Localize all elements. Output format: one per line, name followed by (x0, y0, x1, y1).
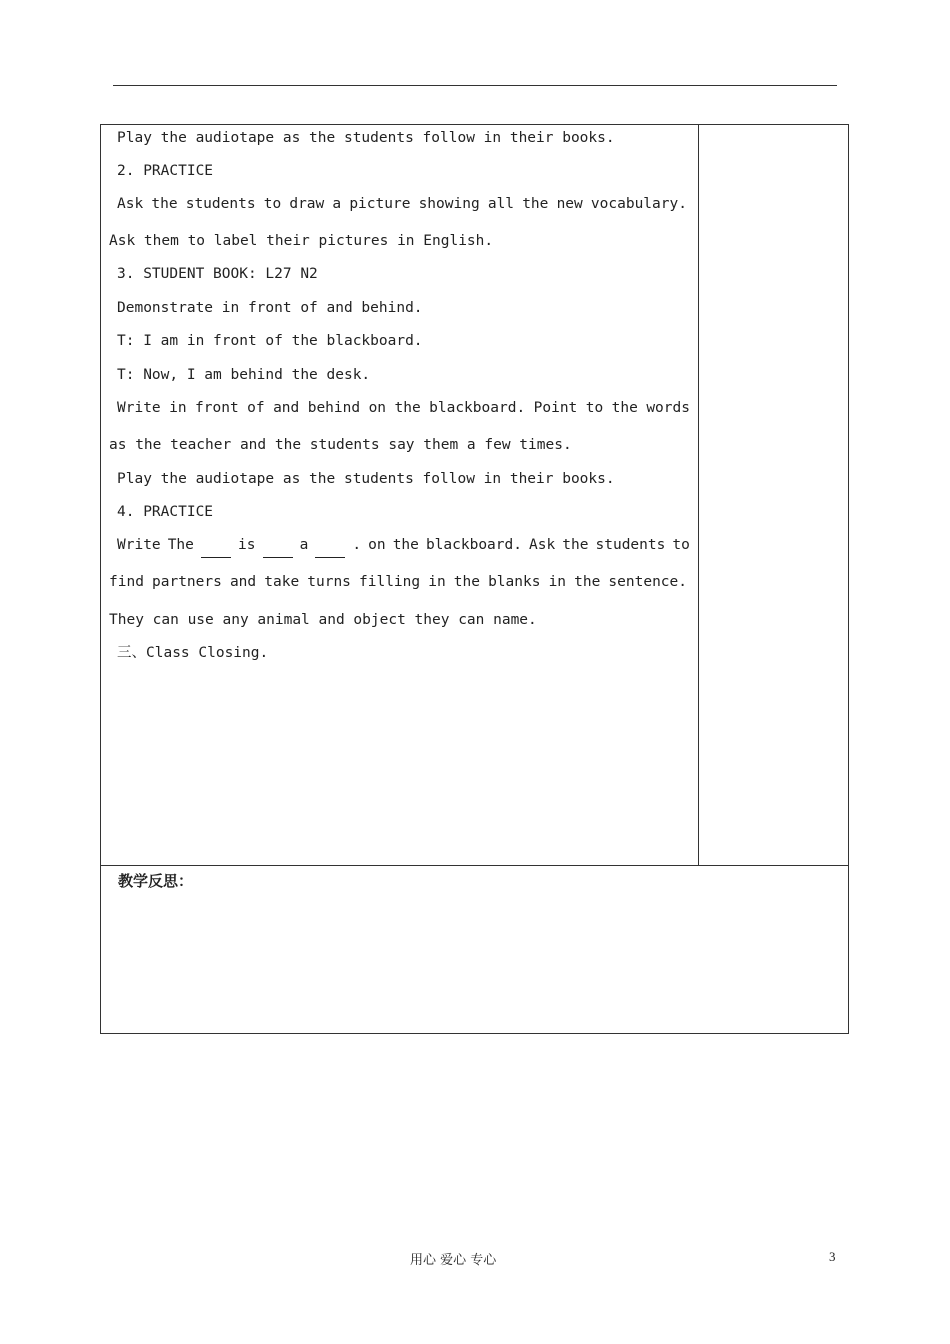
body-line-1: Play the audiotape as the students follow in their books. (117, 130, 615, 146)
page-number: 3 (829, 1249, 836, 1264)
body-line-6: Demonstrate in front of and behind. (117, 300, 423, 316)
body-line-11: Play the audiotape as the students follow in their books. (117, 471, 615, 487)
section-heading-student-book: 3. STUDENT BOOK: L27 N2 (117, 266, 318, 282)
body-line-7: T: I am in front of the blackboard. (117, 333, 423, 349)
fill-blank-2 (263, 535, 293, 555)
body-line-13: Write The is a . on the blackboard. Ask the students to (117, 537, 690, 553)
body-line-4: Ask them to label their pictures in English. (109, 233, 494, 249)
body-line-15: They can use any animal and object they can name. (109, 612, 537, 628)
section-heading-practice: 2. PRACTICE (117, 163, 214, 179)
header-rule (113, 85, 837, 86)
notes-column-divider (698, 124, 699, 866)
body-line-14: find partners and take turns filling in the blanks in the sentence. (109, 574, 687, 590)
section-heading-practice-4: 4. PRACTICE (117, 504, 214, 520)
body-line-9: Write in front of and behind on the blackboard. Point to the words (117, 400, 690, 416)
section-heading-class-closing: 三、Class Closing. (117, 645, 269, 661)
fill-blank-3 (315, 535, 345, 555)
reflection-row-divider (100, 865, 849, 866)
fill-blank-1 (201, 535, 231, 555)
body-line-10: as the teacher and the students say them a few times. (109, 437, 572, 453)
body-line-3: Ask the students to draw a picture showing all the new vocabulary. (117, 196, 687, 212)
teaching-reflection-label: 教学反思： (118, 872, 194, 890)
footer-motto: 用心 爱心 专心 (410, 1253, 497, 1268)
body-line-8: T: Now, I am behind the desk. (117, 367, 371, 383)
